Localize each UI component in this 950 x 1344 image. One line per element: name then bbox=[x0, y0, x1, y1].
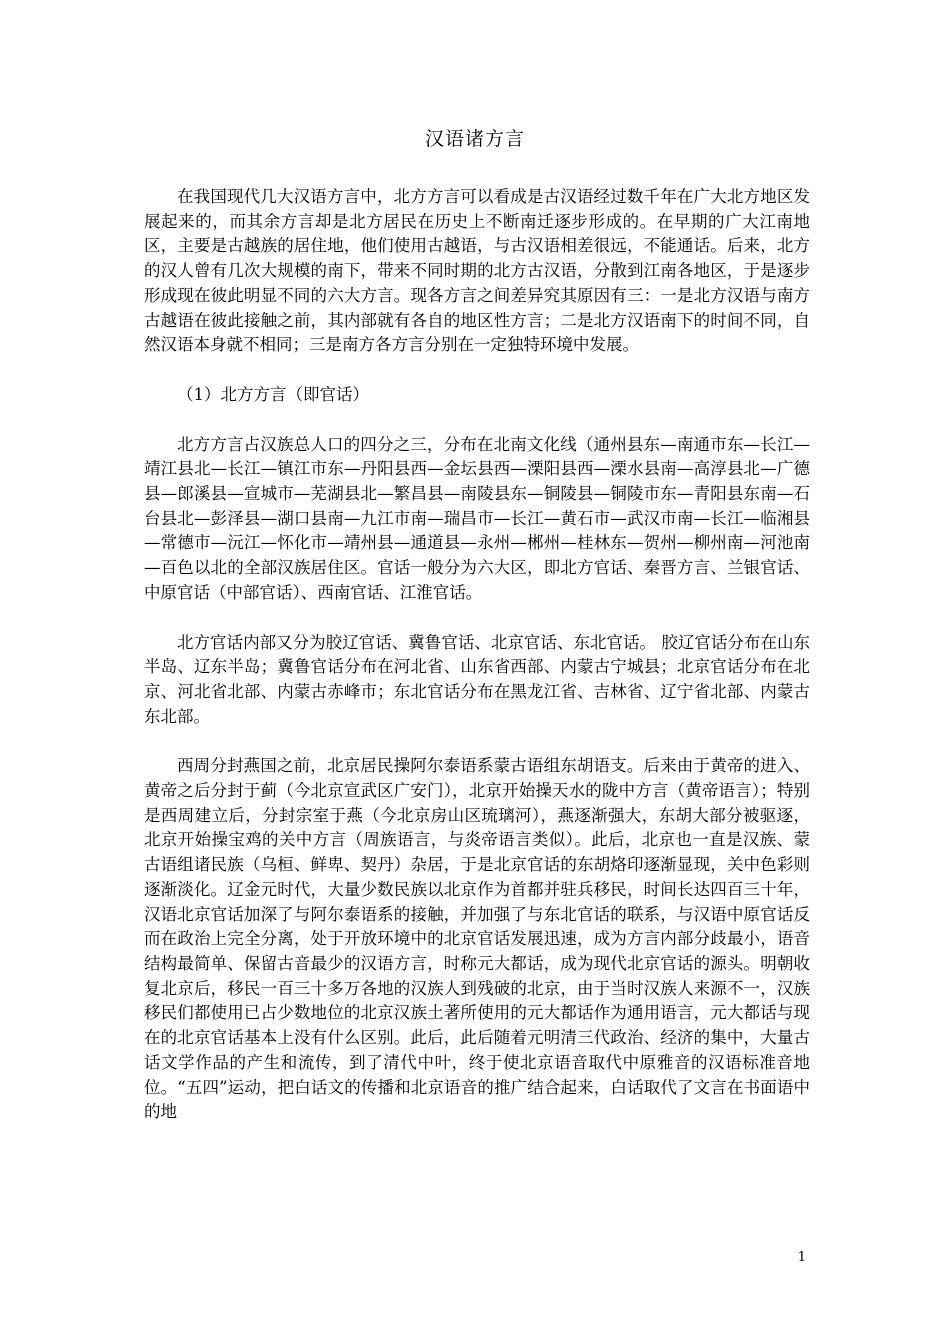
document-body bbox=[144, 185, 810, 1150]
section-heading-northern-dialect: （1）北方方言（即官话） bbox=[177, 384, 369, 404]
paragraph-intro: 在我国现代几大汉语方言中，北方方言可以看成是古汉语经过数千年在广大北方地区发展起来的，而其余方言却是北方居民在历史上不断南迁逐步形成的。在早期的广大江南地区，主要是古越族的居住地，他们使用古越语，与古汉语相差很远，不能通话。后来，北方的汉人曾有几次大规模的南下，带来不同时期的北方古汉语，分散到江南各地区，于是逐步形成现在彼此明显不同的六大方言。现各方言之间差异究其原因有三：一是北方汉语与南方古越语在彼此接触之前，其内部就有各自的地区性方言；二是北方汉语南下的时间不同，自然汉语本身就不相同；三是南方各方言分别在一定独特环境中发展。 bbox=[144, 187, 810, 355]
paragraph-northern-distribution: 北方方言占汉族总人口的四分之三，分布在北南文化线（通州县东—南通市东—长江—靖江县北—长江—镇江市东—丹阳县西—金坛县西—溧阳县西—溧水县南—高淳县北—广德县—郎溪县—宣城市—芜湖县北—繁昌县—南陵县东—铜陵县—铜陵市东—青阳县东南—石台县北—彭泽县—湖口县南—九江市南—瑞昌市—长江—黄石市—武汉市南—长江—临湘县—常德市—沅江—怀化市—靖州县—通道县—永州—郴州—桂林东—贺州—柳州南—河池南—百色以北的全部汉族居住区。官话一般分为六大区，即北方官话、秦晋方言、兰银官话、中原官话（中部官话）、西南官话、江淮官话。 bbox=[144, 434, 810, 602]
page-number: 1 bbox=[797, 1250, 806, 1265]
paragraph-northern-subdivisions: 北方官话内部又分为胶辽官话、冀鲁官话、北京官话、东北官话。 胶辽官话分布在山东半岛、辽东半岛；冀鲁官话分布在河北省、山东省西部、内蒙古宁城县；北京官话分布在北京、河北省北部、内蒙古赤峰市；东北官话分布在黑龙江省、吉林省、辽宁省北部、内蒙古东北部。 bbox=[144, 632, 810, 726]
document-title: 汉语诸方言 bbox=[424, 128, 525, 150]
paragraph-beijing-history: 西周分封燕国之前，北京居民操阿尔泰语系蒙古语组东胡语支。后来由于黄帝的进入、黄帝之后分封于蓟（今北京宣武区广安门），北京开始操天水的陇中方言（黄帝语言）；特别是西周建立后，分封宗室于燕（今北京房山区琉璃河），燕逐渐强大，东胡大部分被驱逐，北京开始操宝鸡的关中方言（周族语言，与炎帝语言类似）。此后，北京也一直是汉族、蒙古语组诸民族（乌桓、鲜卑、契丹）杂居，于是北京官话的东胡烙印逐渐显现，关中色彩则逐渐淡化。辽金元时代，大量少数民族以北京作为首都并驻兵移民，时间长达四百三十年，汉语北京官话加深了与阿尔泰语系的接触，并加强了与东北官话的联系，与汉语中原官话反而在政治上完全分离，处于开放环境中的北京官话发展迅速，成为方言内部分歧最小，语音结构最简单、保留古音最少的汉语方言，时称元大都话，成为现代北京官话的源头。明朝收复北京后，移民一百三十多万各地的汉族人到残破的北京，由于当时汉族人来源不一，汉族移民们都使用已占少数地位的北京汉族土著所使用的元大都话作为通用语言，元大都话与现在的北京官话基本上没有什么区别。此后，此后随着元明清三代政治、经济的集中，大量古话文学作品的产生和流传，到了清代中叶，终于使北京语音取代中原雅音的汉语标准音地位。“五四”运动，把白话文的传播和北京语音的推广结合起来，白话取代了文言在书面语中的地 bbox=[144, 756, 810, 1122]
